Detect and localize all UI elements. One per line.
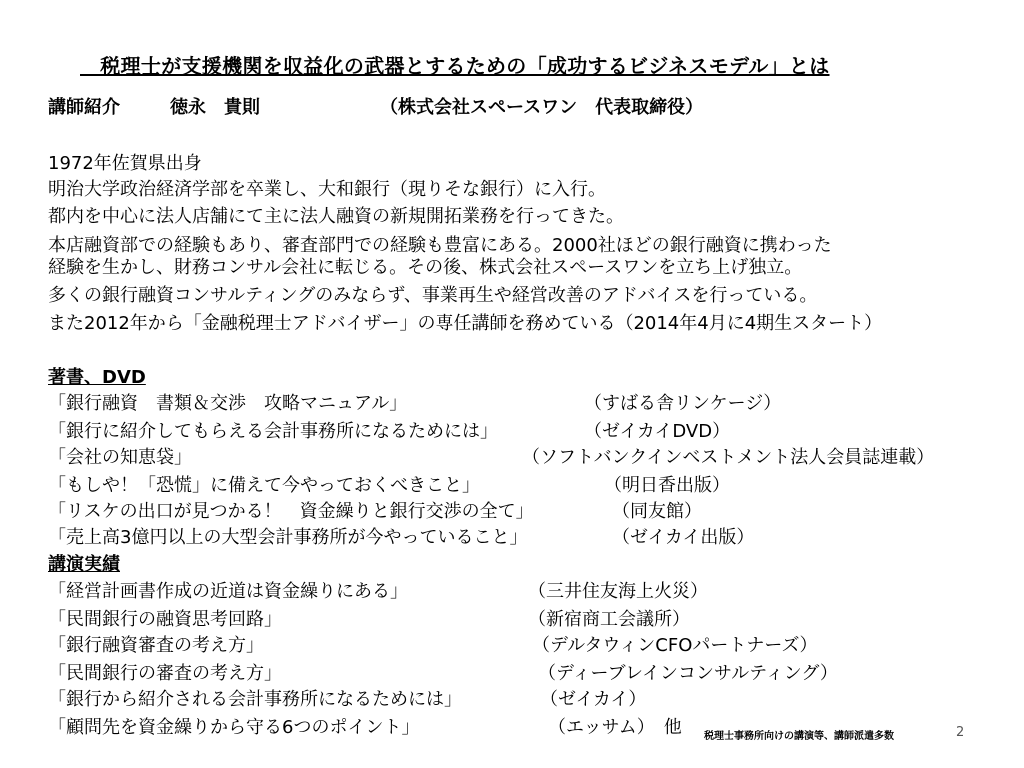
book-publisher: （ゼイカイDVD） xyxy=(584,421,731,442)
book-publisher: （すばる舎リンケージ） xyxy=(584,393,782,414)
bio-line: 明治大学政治経済学部を卒業し、大和銀行（現りそな銀行）に入行。 xyxy=(48,179,606,200)
book-publisher: （同友館） xyxy=(612,501,702,522)
lecture-title: 「経営計画書作成の近道は資金繰りにある」 xyxy=(48,581,408,602)
lectures-heading: 講演実績 xyxy=(48,554,120,575)
lecture-org: （三井住友海上火災） xyxy=(528,581,708,602)
lecture-org: （エッサム） 他 xyxy=(548,717,682,738)
lecturer-label: 講師紹介 xyxy=(48,97,120,118)
books-heading: 著書、DVD xyxy=(48,367,146,388)
book-publisher: （明日香出版） xyxy=(604,475,730,496)
page-number: 2 xyxy=(956,725,965,740)
page-title: 税理士が支援機関を収益化の武器とするための「成功するビジネスモデル」とは xyxy=(80,54,830,78)
book-title: 「リスケの出口が見つかる！ 資金繰りと銀行交渉の全て」 xyxy=(48,501,534,522)
lecture-title: 「民間銀行の融資思考回路」 xyxy=(48,609,282,630)
lecturer-name: 徳永 貴則 xyxy=(170,97,260,118)
lecture-org: （デルタウィンCFOパートナーズ） xyxy=(532,635,818,656)
book-publisher: （ソフトバンクインベストメント法人会員誌連載） xyxy=(522,447,935,468)
book-title: 「売上高3億円以上の大型会計事務所が今やっていること」 xyxy=(48,527,528,548)
lecture-title: 「銀行から紹介される会計事務所になるためには」 xyxy=(48,689,462,710)
lecture-org: （ディーブレインコンサルティング） xyxy=(538,663,838,684)
bio-line: 1972年佐賀県出身 xyxy=(48,153,202,174)
book-publisher: （ゼイカイ出版） xyxy=(612,527,755,548)
bio-line: 都内を中心に法人店舗にて主に法人融資の新規開拓業務を行ってきた。 xyxy=(48,206,624,227)
bio-line: また2012年から「金融税理士アドバイザー」の専任講師を務めている（2014年4月に4期生スタート） xyxy=(48,313,883,334)
lecture-org: （ゼイカイ） xyxy=(540,689,647,710)
book-title: 「会社の知恵袋」 xyxy=(48,447,192,468)
lecture-org: （新宿商工会議所） xyxy=(528,609,690,630)
bio-line: 多くの銀行融資コンサルティングのみならず、事業再生や経営改善のアドバイスを行っている。 xyxy=(48,285,818,306)
book-title: 「もしや！「恐慌」に備えて今やっておくべきこと」 xyxy=(48,475,480,496)
lecture-title: 「銀行融資審査の考え方」 xyxy=(48,635,264,656)
lecturer-company: （株式会社スペースワン 代表取締役） xyxy=(380,97,704,118)
lecture-title: 「顧問先を資金繰りから守る6つのポイント」 xyxy=(48,717,420,738)
bio-line: 経験を生かし、財務コンサル会社に転じる。その後、株式会社スペースワンを立ち上げ独立。 xyxy=(48,257,803,278)
book-title: 「銀行に紹介してもらえる会計事務所になるためには」 xyxy=(48,421,498,442)
footer-note: 税理士事務所向けの講演等、講師派遣多数 xyxy=(704,731,894,742)
book-title: 「銀行融資 書類＆交渉 攻略マニュアル」 xyxy=(48,393,408,414)
lecture-title: 「民間銀行の審査の考え方」 xyxy=(48,663,282,684)
bio-line: 本店融資部での経験もあり、審査部門での経験も豊富にある。2000社ほどの銀行融資に携わった xyxy=(48,235,832,256)
